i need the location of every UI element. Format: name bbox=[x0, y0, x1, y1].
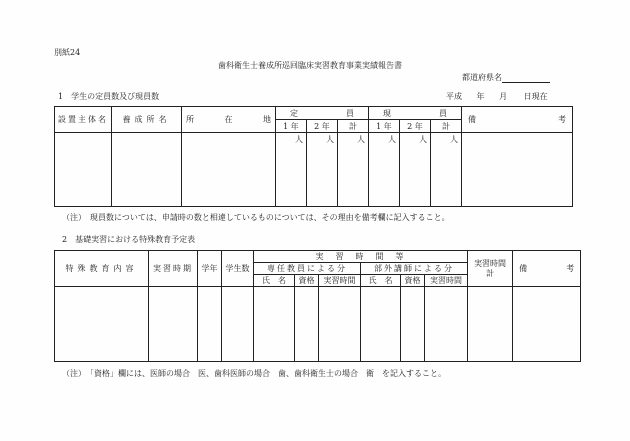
col-group-hours: 実 習 時 間 等 bbox=[254, 251, 468, 263]
cell-senin-qual[interactable] bbox=[295, 287, 319, 362]
cell-teiin-total[interactable]: 人 bbox=[338, 133, 369, 207]
col-teiin: 定 員 bbox=[276, 107, 369, 120]
cell-senin-hours[interactable] bbox=[319, 287, 361, 362]
enrollment-table bbox=[54, 106, 573, 207]
date-year: 年 bbox=[476, 92, 485, 101]
cell-bugai-qual[interactable] bbox=[401, 287, 425, 362]
col-bikou: 備 考 bbox=[462, 107, 573, 133]
cell-shozai[interactable] bbox=[182, 133, 276, 207]
genin-total: 計 bbox=[431, 120, 462, 133]
col-genin: 現 員 bbox=[369, 107, 462, 120]
section2-note: （注） 「資格」欄には、医師の場合 医、歯科医師の場合 歯、歯科衛生士の場合 衛 を記入すること。 bbox=[62, 369, 446, 378]
document-title: 歯科衛生士養成所巡回臨床実習教育事業実績報告書 bbox=[218, 61, 402, 70]
special-education-table bbox=[54, 250, 581, 362]
col-content: 特殊教育内容 bbox=[55, 251, 149, 287]
col-yosei: 養成所名 bbox=[112, 107, 182, 133]
bugai-name: 氏 名 bbox=[361, 275, 401, 287]
cell-bikou[interactable] bbox=[513, 287, 581, 362]
prefecture-field bbox=[462, 72, 550, 83]
bugai-hours: 実習時間 bbox=[425, 275, 468, 287]
cell-teiin-year2[interactable]: 人 bbox=[307, 133, 338, 207]
cell-students[interactable] bbox=[222, 287, 254, 362]
col-students: 学生数 bbox=[222, 251, 254, 287]
cell-yosei[interactable] bbox=[112, 133, 182, 207]
teiin-year2: 2 年 bbox=[307, 120, 338, 133]
teiin-total: 計 bbox=[338, 120, 369, 133]
section2-heading: 2 基礎実習における特殊教育予定表 bbox=[62, 235, 196, 244]
col-shozai: 所 在 地 bbox=[182, 107, 276, 133]
prefecture-blank[interactable] bbox=[502, 74, 550, 83]
cell-genin-total[interactable]: 人 bbox=[431, 133, 462, 207]
col-total-hours: 実習時間 計 bbox=[468, 251, 513, 287]
genin-year2: 2 年 bbox=[400, 120, 431, 133]
senin-qual: 資格 bbox=[295, 275, 319, 287]
teiin-year1: 1 年 bbox=[276, 120, 307, 133]
cell-content[interactable] bbox=[55, 287, 149, 362]
col-senin: 専任教員による分 bbox=[254, 263, 361, 275]
cell-genin-year1[interactable]: 人 bbox=[369, 133, 400, 207]
as-of-date bbox=[446, 91, 548, 102]
col-period: 実習時期 bbox=[149, 251, 198, 287]
date-day: 日現在 bbox=[523, 92, 548, 101]
cell-period[interactable] bbox=[149, 287, 198, 362]
bugai-qual: 資格 bbox=[401, 275, 425, 287]
col-bikou: 備 考 bbox=[513, 251, 581, 287]
section1-heading: 1 学生の定員数及び現員数 bbox=[58, 92, 160, 101]
cell-teiin-year1[interactable]: 人 bbox=[276, 133, 307, 207]
col-setchi: 設置主体名 bbox=[55, 107, 112, 133]
cell-senin-name[interactable] bbox=[254, 287, 295, 362]
genin-year1: 1 年 bbox=[369, 120, 400, 133]
cell-bikou[interactable] bbox=[462, 133, 573, 207]
senin-name: 氏 名 bbox=[254, 275, 295, 287]
col-grade: 学年 bbox=[198, 251, 222, 287]
cell-grade[interactable] bbox=[198, 287, 222, 362]
col-bugai: 部外講師による分 bbox=[361, 263, 468, 275]
date-era: 平成 bbox=[446, 92, 462, 101]
section1-note: （注） 現員数については、申請時の数と相違しているものについては、その理由を備考欄に記入すること。 bbox=[62, 213, 450, 222]
date-month: 月 bbox=[499, 92, 508, 101]
prefecture-label: 都道府県名 bbox=[462, 73, 502, 82]
senin-hours: 実習時間 bbox=[319, 275, 361, 287]
cell-setchi[interactable] bbox=[55, 133, 112, 207]
cell-genin-year2[interactable]: 人 bbox=[400, 133, 431, 207]
cell-bugai-hours[interactable] bbox=[425, 287, 468, 362]
cell-bugai-name[interactable] bbox=[361, 287, 401, 362]
cell-total-hours[interactable] bbox=[468, 287, 513, 362]
attachment-label: 別紙24 bbox=[54, 48, 81, 57]
